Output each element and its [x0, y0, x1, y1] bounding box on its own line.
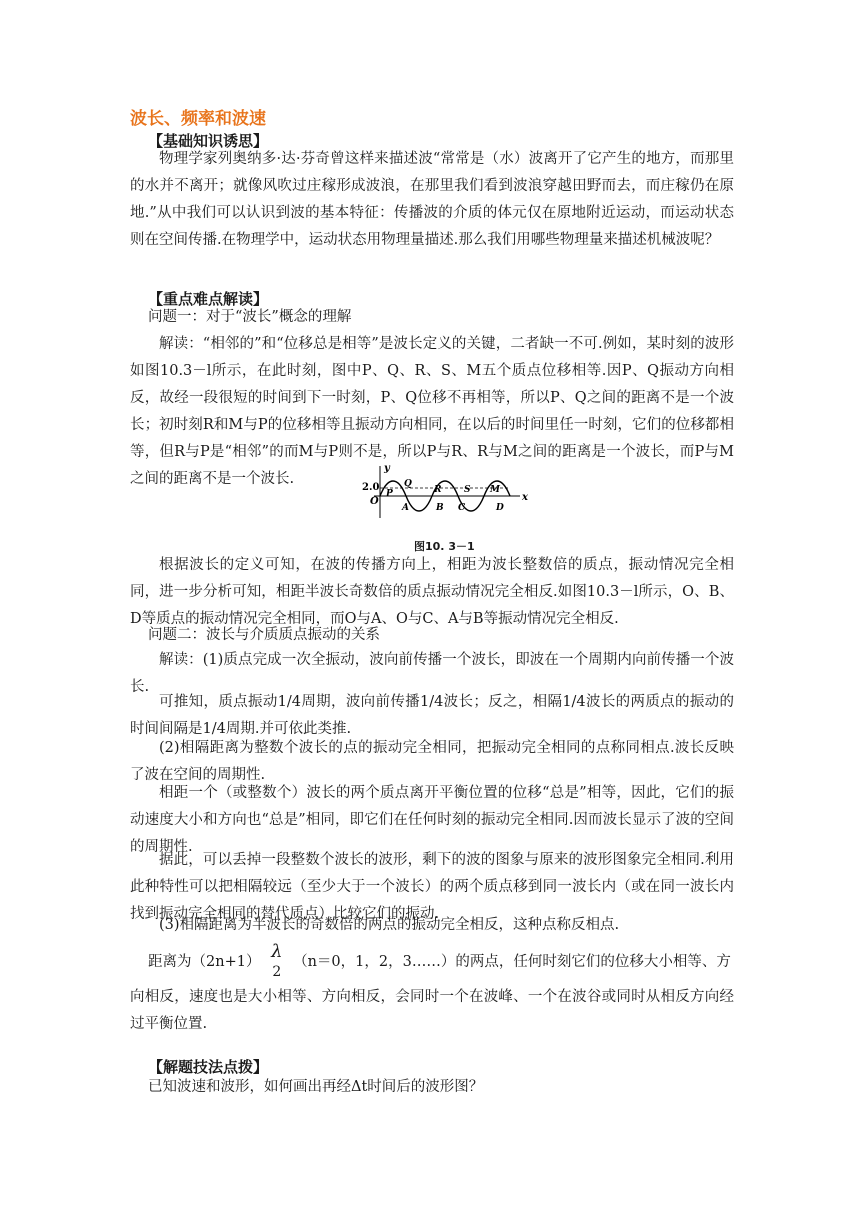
point-m-label: M: [490, 485, 500, 495]
document-title: 波长、频率和波速: [130, 109, 266, 129]
x-axis-label: x: [522, 492, 528, 503]
formula-suffix: （n＝0，1，2，3……）的两点，任何时刻它们的位移大小相等、方: [293, 954, 731, 970]
section-heading-basic: 【基础知识诱思】: [148, 132, 269, 150]
question-two-paragraph-1: 解读：(1)质点完成一次全振动，波向前传播一个波长，即波在一个周期内向前传播一个波长.: [130, 652, 734, 695]
question-one-paragraph: 解读：“相邻的”和“位移总是相等”是波长定义的关键，二者缺一不可.例如，某时刻的波形如图10.3－l所示，在此时刻，图中P、Q、R、S、M五个质点位移相等.因P、Q振动方向相反，故经一段很短的时间到下一时刻，P、Q位移不再相等，所以P、Q之间的距离不是一个波长；初时刻R和M与P的位移相等且振动方向相同，在以后的时间里任一时刻，它们的位移都相等，但R与P是“相邻”的而M与P则不是，所以P与R、R与M之间的距离是一个波长，而P与M之间的距离不是一个波长.: [130, 336, 734, 487]
question-two-title: 问题二：波长与介质质点振动的关系: [148, 627, 380, 643]
question-two-paragraph-3: (2)相隔距离为整数个波长的点的振动完全相同，把振动完全相同的点称同相点.波长反映了波在空间的周期性.: [130, 740, 734, 783]
point-r-label: R: [434, 485, 442, 495]
fraction-denominator: 2: [272, 964, 282, 980]
point-a-label: A: [402, 503, 409, 513]
y-axis-label: y: [384, 463, 390, 474]
point-c-label: C: [458, 503, 466, 513]
wave-figure: [360, 462, 530, 520]
figure-caption: 图10. 3－1: [414, 540, 475, 553]
point-d-label: D: [496, 503, 504, 513]
formula-prefix: 距离为（2n+1）: [148, 954, 261, 970]
question-one-title: 问题一：对于“波长”概念的理解: [148, 309, 352, 325]
question-two-paragraph-6: (3)相隔距离为半波长的奇数倍的两点的振动完全相反，这种点称反相点.: [159, 917, 620, 933]
formula-line: [148, 942, 731, 982]
basic-paragraph: 物理学家列奥纳多·达·芬奇曾这样来描述波“常常是（水）波离开了它产生的地方，而那里的水并不离开；就像风吹过庄稼形成波浪，在那里我们看到波浪穿越田野而去，而庄稼仍在原地.”从中我们可以认识到波的基本特征：传播波的介质的体元仅在原地附近运动，而运动状态则在空间传播.在物理学中，运动状态用物理量描述.那么我们用哪些物理量来描述机械波呢？: [130, 151, 734, 248]
point-q-label: Q: [404, 479, 412, 489]
tips-paragraph: 已知波速和波形，如何画出再经Δt时间后的波形图？: [148, 1079, 484, 1095]
point-p-label: P: [386, 489, 393, 499]
after-figure-paragraph: 根据波长的定义可知，在波的传播方向上，相距为波长整数倍的质点，振动情况完全相同，进一步分析可知，相距半波长奇数倍的质点振动情况完全相反.如图10.3－l所示，O、B、D等质点的振动情况完全相同，而O与A、O与C、A与B等振动情况完全相反.: [130, 557, 734, 627]
section-heading-tips: 【解题技法点拨】: [148, 1058, 269, 1076]
point-b-label: B: [436, 503, 444, 513]
question-two-paragraph-5: 据此，可以丢掉一段整数个波长的波形，剩下的波的图象与原来的波形图象完全相同.利用此种特性可以把相隔较远（至少大于一个波长）的两个质点移到同一波长内（或在同一波长内找到振动完全相同的替代质点）比较它们的振动.: [130, 852, 734, 922]
point-s-label: S: [464, 485, 471, 495]
question-two-paragraph-4: 相距一个（或整数个）波长的两个质点离开平衡位置的位移“总是”相等，因此，它们的振动速度大小和方向也“总是”相同，即它们在任何时刻的振动完全相同.因而波长显示了波的空间的周期性.: [130, 785, 734, 855]
origin-label: O: [370, 496, 379, 507]
fraction-numerator: λ: [271, 941, 283, 962]
section-heading-key: 【重点难点解读】: [148, 290, 269, 308]
amplitude-label: 2.0: [362, 482, 380, 493]
lambda-over-two-fraction: [271, 942, 282, 982]
question-two-paragraph-7: 向相反，速度也是大小相等、方向相反，会同时一个在波峰、一个在波谷或同时从相反方向经过平衡位置.: [130, 989, 734, 1032]
question-two-paragraph-2: 可推知，质点振动1/4周期，波向前传播1/4波长；反之，相隔1/4波长的两质点的振动的时间间隔是1/4周期.并可依此类推.: [130, 694, 734, 737]
